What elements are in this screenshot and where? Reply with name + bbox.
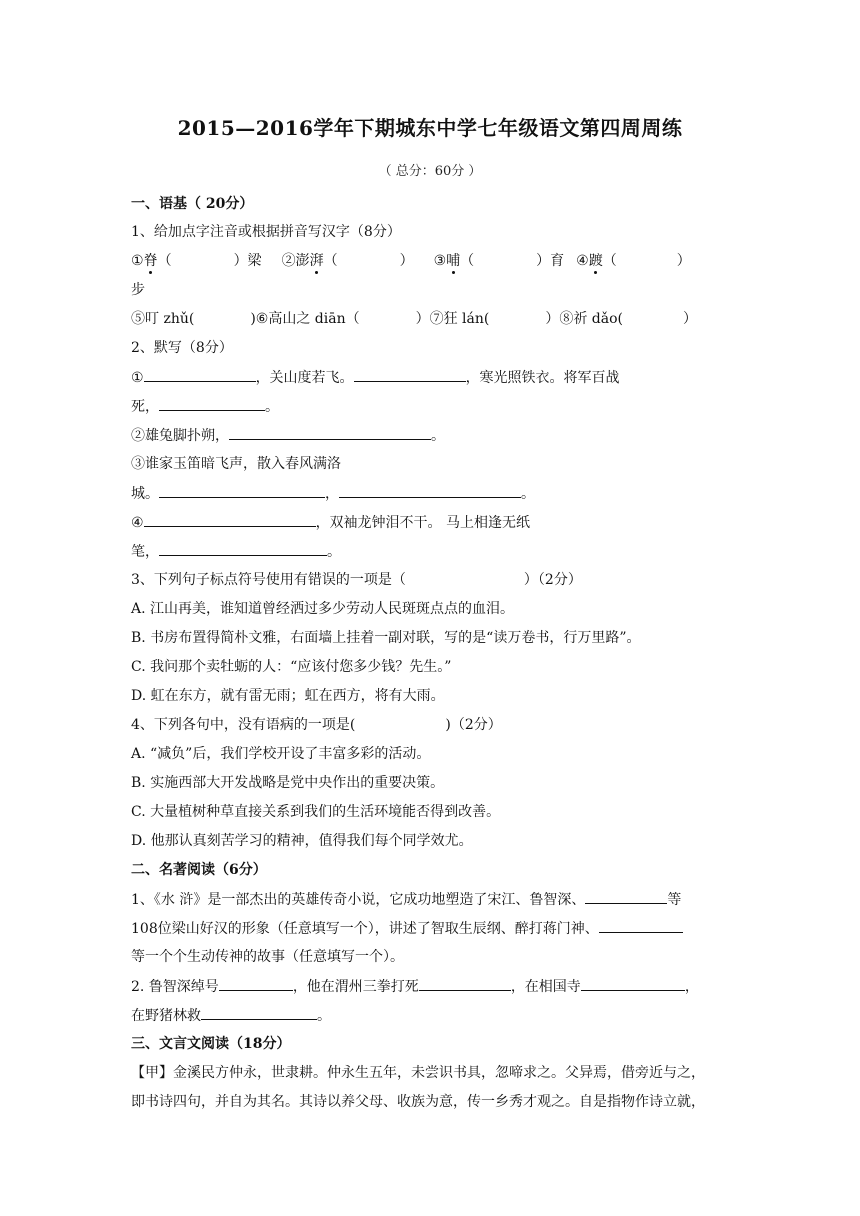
q4-option-a: A. “减负”后，我们学校开设了丰富多彩的活动。 bbox=[131, 746, 431, 762]
dotted-char: 湃 bbox=[309, 253, 324, 269]
q2-line-3: ②雄兔脚扑朔， 。 bbox=[131, 425, 445, 446]
answer-blank[interactable] bbox=[585, 889, 667, 904]
q2-line-1: ① ，关山度若飞。 ，寒光照铁衣。将军百战 bbox=[131, 367, 620, 388]
answer-blank[interactable] bbox=[219, 976, 293, 991]
q3-option-c: C. 我问那个卖牡蛎的人：“应该付您多少钱？先生。” bbox=[131, 659, 452, 675]
answer-blank[interactable] bbox=[201, 1005, 317, 1020]
answer-blank[interactable] bbox=[144, 512, 316, 527]
section-1-heading: 一、语基（ 20分） bbox=[131, 196, 254, 212]
q2-line-7: 笔， 。 bbox=[131, 541, 341, 562]
q1-stem: 1、给加点字注音或根据拼音写汉字（8分） bbox=[131, 224, 401, 240]
q1-row-1: ①脊（ ）梁 ②澎湃（ ） ③哺（ ）育 ④踱（ ） bbox=[131, 253, 691, 269]
q4-option-d: D. 他那认真刻苦学习的精神，值得我们每个同学效尤。 bbox=[131, 833, 473, 849]
dotted-char: 哺 bbox=[446, 253, 461, 269]
page-title: 2015—2016学年下期城东中学七年级语文第四周周练 bbox=[177, 116, 683, 140]
q3-stem: 3、下列句子标点符号使用有错误的一项是（ ）（2分） bbox=[131, 572, 582, 588]
s2-q2-line-2: 在野猪林救 。 bbox=[131, 1005, 331, 1026]
q1-row-2: ⑤叮 zhǔ( )⑥高山之 diān（ ）⑦狂 lán( ）⑧祈 dǎo( ） bbox=[131, 311, 698, 327]
passage-line-2: 即书诗四句，并自为其名。其诗以养父母、收族为意，传一乡秀才观之。自是指物作诗立就， bbox=[131, 1094, 705, 1110]
q2-stem: 2、默写（8分） bbox=[131, 340, 233, 356]
q2-line-6: ④ ，双袖龙钟泪不干。 马上相逢无纸 bbox=[131, 512, 530, 533]
answer-blank[interactable] bbox=[159, 483, 325, 498]
passage-line-1: 【甲】金溪民方仲永，世隶耕。仲永生五年，未尝识书具，忽啼求之。父异焉，借旁近与之， bbox=[131, 1065, 705, 1081]
answer-blank[interactable] bbox=[419, 976, 511, 991]
q4-option-c: C. 大量植树种草直接关系到我们的生活环境能否得到改善。 bbox=[131, 804, 501, 820]
section-2-heading: 二、名著阅读（6分） bbox=[131, 862, 267, 878]
q1-row-1-tail: 步 bbox=[131, 282, 145, 298]
answer-blank[interactable] bbox=[354, 367, 466, 382]
total-score: （ 总分：60分 ） bbox=[378, 164, 482, 179]
answer-blank[interactable] bbox=[581, 976, 685, 991]
s2-q1-line-3: 等一个个生动传神的故事（任意填写一个）。 bbox=[131, 949, 404, 965]
answer-blank[interactable] bbox=[144, 367, 256, 382]
q3-option-b: B. 书房布置得简朴文雅，右面墙上挂着一副对联，写的是“读万卷书，行万里路”。 bbox=[131, 630, 641, 646]
answer-blank[interactable] bbox=[339, 483, 521, 498]
answer-blank[interactable] bbox=[159, 541, 327, 556]
q2-line-4: ③谁家玉笛暗飞声，散入春风满洛 bbox=[131, 456, 341, 472]
q4-option-b: B. 实施西部大开发战略是党中央作出的重要决策。 bbox=[131, 775, 445, 791]
s2-q2-line-1: 2. 鲁智深绰号 ，他在渭州三拳打死 ，在相国寺 ， bbox=[131, 976, 699, 997]
dotted-char: 脊 bbox=[143, 253, 158, 269]
q3-option-a: A. 江山再美，谁知道曾经洒过多少劳动人民斑斑点点的血泪。 bbox=[131, 601, 515, 617]
s2-q1-line-1: 1、《水 浒》是一部杰出的英雄传奇小说，它成功地塑造了宋江、鲁智深、 等 bbox=[131, 889, 681, 910]
answer-blank[interactable] bbox=[599, 918, 683, 933]
section-3-heading: 三、文言文阅读（18分） bbox=[131, 1036, 291, 1052]
s2-q1-line-2: 108位梁山好汉的形象（任意填写一个），讲述了智取生辰纲、醉打蒋门神、 bbox=[131, 918, 683, 939]
q3-option-d: D. 虹在东方，就有雷无雨；虹在西方，将有大雨。 bbox=[131, 688, 445, 704]
answer-blank[interactable] bbox=[159, 396, 265, 411]
q4-stem: 4、下列各句中，没有语病的一项是( )（2分） bbox=[131, 717, 502, 733]
answer-blank[interactable] bbox=[229, 425, 431, 440]
q2-line-2: 死， 。 bbox=[131, 396, 279, 417]
dotted-char: 踱 bbox=[588, 253, 603, 269]
q2-line-5: 城。 ， 。 bbox=[131, 483, 535, 504]
